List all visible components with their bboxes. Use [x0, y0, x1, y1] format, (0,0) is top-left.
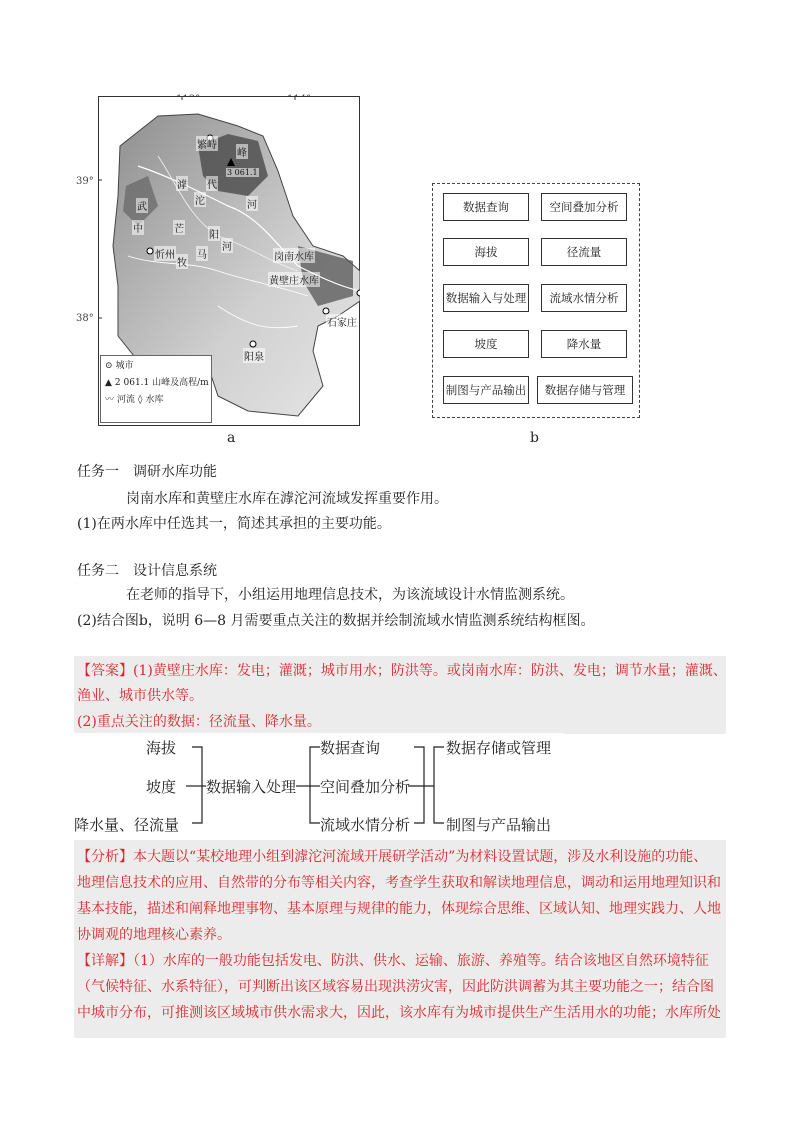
legend-river-label: 河流	[117, 395, 136, 405]
box-data-query: 数据查询	[443, 193, 529, 221]
diagram-input-slope: 坡度	[146, 778, 177, 796]
legend-row-river-reservoir	[105, 392, 207, 409]
answer-line-2: 渔业、城市供水等。	[77, 688, 203, 704]
diagram-middle-analysis: 流域水情分析	[320, 816, 411, 834]
map-label-gangnan-reservoir: 岗南水库	[273, 248, 315, 263]
map-label-river-e: 武	[136, 198, 148, 213]
map-label-river-f: 中	[132, 220, 144, 235]
answer-line-3: (2)重点关注的数据：径流量、降水量。	[77, 714, 321, 730]
answer-line-1: 【答案】(1)黄壁庄水库：发电；灌溉；城市用水；防洪等。或岗南水库：防洪、发电；调节水量；灌溉、	[77, 663, 727, 679]
river-symbol-icon: 〰	[105, 395, 115, 405]
map-label-river-g: 芒	[173, 220, 185, 235]
diagram-output-storage: 数据存储或管理	[446, 739, 552, 757]
map-label-huangbizhuang-reservoir: 黄壁庄水库	[268, 272, 320, 287]
legend-row-city	[105, 358, 207, 375]
box-spatial-overlay: 空间叠加分析	[541, 193, 627, 221]
detail-line-1: 【详解】（1）水库的一般功能包括发电、防洪、供水、运输、旅游、养殖等。结合该地区自然环境特征	[77, 953, 709, 969]
box-precipitation: 降水量	[541, 330, 627, 358]
detail-line-3: 中城市分布，可推测该区域城市供水需求大，因此，该水库有为城市提供生产生活用水的功能；水库所处	[77, 1005, 721, 1021]
legend-reservoir-label: 水库	[145, 395, 164, 405]
diagram-output-mapping: 制图与产品输出	[446, 816, 552, 834]
figure-b-system	[432, 183, 640, 418]
lat-label-38: 38°	[76, 313, 94, 324]
diagram-input-elevation: 海拔	[146, 739, 177, 757]
task1-intro: 岗南水库和黄壁庄水库在滹沱河流域发挥重要作用。	[126, 491, 448, 507]
analysis-line-1: 【分析】本大题以“某校地理小组到滹沱河流域开展研学活动”为材料设置试题，涉及水利设施的功能、	[77, 849, 708, 865]
task1-question: (1)在两水库中任选其一，简述其承担的主要功能。	[77, 516, 391, 532]
task1-title: 任务一 调研水库功能	[77, 464, 217, 480]
map-label-river-i: 牧	[176, 254, 188, 269]
legend-row-peak	[105, 375, 207, 392]
task2-title: 任务二 设计信息系统	[77, 563, 217, 579]
answer-structure-diagram	[74, 733, 564, 837]
detail-line-2: （气候特征、水系特征），可判断出该区域容易出现洪涝灾害，因此防洪调蓄为其主要功能之一；结合图	[77, 979, 714, 995]
reservoir-symbol-icon: ◊	[138, 395, 143, 405]
analysis-line-3: 基本技能，描述和阐释地理事物、基本原理与规律的能力，体现综合思维、区域认知、地理实践力、人地	[77, 901, 721, 917]
box-data-storage: 数据存储与管理	[537, 376, 633, 404]
box-elevation: 海拔	[443, 238, 529, 266]
map-label-peak-name: 峰	[236, 144, 248, 159]
diagram-middle-overlay: 空间叠加分析	[320, 778, 411, 796]
map-label-river-h: 阳	[208, 226, 220, 241]
map-label-river-k: 河	[221, 238, 233, 253]
box-mapping-output: 制图与产品输出	[443, 376, 529, 404]
task2-question: (2)结合图b，说明 6—8 月需要重点关注的数据并绘制流域水情监测系统结构框图。	[77, 613, 595, 629]
city-symbol-icon: ⊙	[105, 361, 113, 371]
figure-b-caption: b	[530, 430, 539, 446]
map-label-peak-elevation: 3 061.1	[227, 168, 258, 177]
map-label-river-j: 马	[196, 246, 208, 261]
map-label-river-c: 河	[246, 196, 258, 211]
map-legend	[100, 355, 212, 423]
legend-peak-label: 2 061.1 山峰及高程/m	[114, 378, 209, 388]
map-label-xinzhou: 忻州	[154, 246, 176, 261]
diagram-middle-query: 数据查询	[320, 739, 381, 757]
map-label-fanshi: 繁峙	[196, 136, 218, 151]
map-label-yangquan: 阳泉	[243, 348, 265, 363]
map-label-river-b: 沱	[194, 192, 206, 207]
map-label-shijiazhuang: 石家庄	[326, 314, 358, 329]
box-basin-analysis: 流域水情分析	[541, 284, 627, 312]
diagram-input-precip-runoff: 降水量、径流量	[74, 816, 180, 834]
box-runoff: 径流量	[541, 238, 627, 266]
diagram-process: 数据输入处理	[206, 778, 297, 796]
legend-city-label: 城市	[115, 361, 134, 371]
peak-symbol-icon: ▲	[105, 378, 112, 388]
box-slope: 坡度	[443, 330, 529, 358]
analysis-line-4: 协调观的地理核心素养。	[77, 927, 231, 943]
task2-intro: 在老师的指导下，小组运用地理信息技术，为该流域设计水情监测系统。	[126, 587, 574, 603]
box-data-input: 数据输入与处理	[443, 284, 529, 312]
map-label-river-a: 滹	[176, 176, 188, 191]
map-label-river-d: 代	[206, 176, 218, 191]
lat-label-39: 39°	[76, 176, 94, 187]
figure-a-caption: a	[227, 430, 236, 446]
analysis-line-2: 地理信息技术的应用、自然带的分布等相关内容，考查学生获取和解读地理信息，调动和运用地理知识和	[77, 875, 721, 891]
